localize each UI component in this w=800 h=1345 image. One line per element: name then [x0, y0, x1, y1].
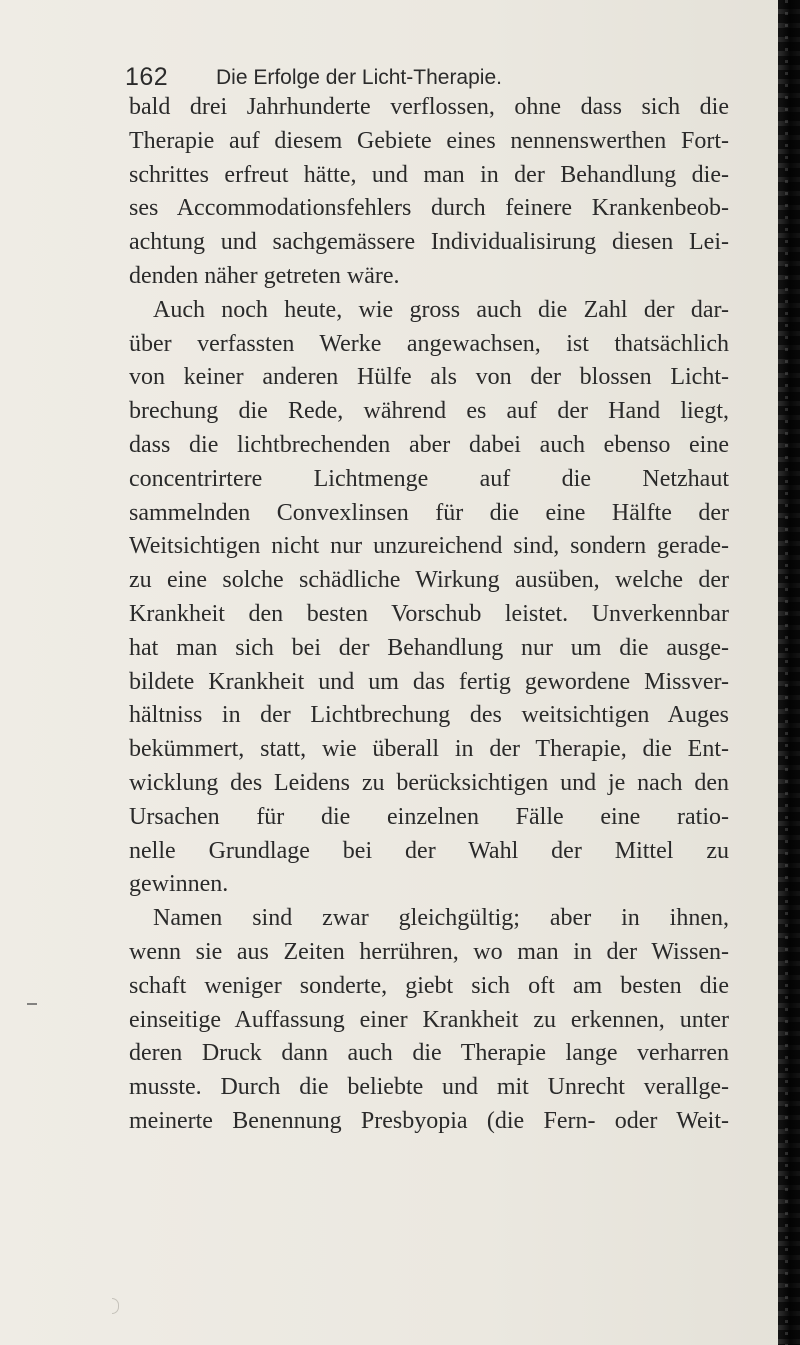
text-line: sammelnden Convexlinsen für die eine Hälfte der: [129, 499, 729, 526]
margin-mark: [27, 1003, 37, 1005]
text-line: Namen sind zwar gleichgültig; aber in ihnen,: [153, 905, 729, 932]
text-line: nelle Grundlage bei der Wahl der Mittel zu: [129, 837, 729, 864]
text-line: meinerte Benennung Presbyopia (die Fern- oder Weit-: [129, 1107, 729, 1134]
text-line: bald drei Jahrhunderte verflossen, ohne dass sich die: [129, 94, 729, 120]
text-line: brechung die Rede, während es auf der Hand liegt,: [129, 398, 729, 425]
text-line: von keiner anderen Hülfe als von der blossen Licht-: [129, 364, 729, 391]
text-line: musste. Durch die beliebte und mit Unrecht verallge-: [129, 1074, 729, 1101]
body-text: [129, 91, 729, 1139]
text-line: bildete Krankheit und um das fertig gewordene Missver-: [129, 668, 729, 695]
text-line: Auch noch heute, wie gross auch die Zahl der dar-: [153, 296, 729, 323]
text-line: wicklung des Leidens zu berücksichtigen und je nach den: [129, 769, 729, 796]
text-line: ses Accommodationsfehlers durch feinere Krankenbeob-: [129, 195, 729, 222]
text-line: denden näher getreten wäre.: [129, 262, 400, 289]
text-line: achtung und sachgemässere Individualisirung diesen Lei-: [129, 229, 729, 256]
text-line: Ursachen für die einzelnen Fälle eine ratio-: [129, 803, 729, 830]
text-line: wenn sie aus Zeiten herrühren, wo man in der Wissen-: [129, 938, 729, 965]
text-line: schrittes erfreut hätte, und man in der Behandlung die-: [129, 161, 729, 188]
text-line: Weitsichtigen nicht nur unzureichend sind, sondern gerade-: [129, 533, 729, 560]
running-title: Die Erfolge der Licht-Therapie.: [216, 66, 502, 89]
text-line: Krankheit den besten Vorschub leistet. Unverkennbar: [129, 600, 729, 627]
text-line: dass die lichtbrechenden aber dabei auch ebenso eine: [129, 431, 729, 458]
text-line: hat man sich bei der Behandlung nur um die ausge-: [129, 634, 729, 661]
text-line: hältniss in der Lichtbrechung des weitsichtigen Auges: [129, 702, 729, 729]
text-line: deren Druck dann auch die Therapie lange verharren: [129, 1040, 729, 1067]
text-line: Therapie auf diesem Gebiete eines nennenswerthen Fort-: [129, 127, 729, 154]
text-line: zu eine solche schädliche Wirkung ausüben, welche der: [129, 567, 729, 594]
scan-artifact: [112, 1298, 119, 1314]
book-binding-edge: [778, 0, 800, 1345]
text-line: bekümmert, statt, wie überall in der Therapie, die Ent-: [129, 736, 729, 763]
text-line: einseitige Auffassung einer Krankheit zu erkennen, unter: [129, 1006, 729, 1033]
text-line: gewinnen.: [129, 871, 229, 898]
text-line: concentrirtere Lichtmenge auf die Netzhaut: [129, 465, 729, 492]
text-line: über verfassten Werke angewachsen, ist thatsächlich: [129, 330, 729, 357]
text-line: schaft weniger sonderte, giebt sich oft am besten die: [129, 972, 729, 999]
page-number: 162: [125, 63, 169, 91]
